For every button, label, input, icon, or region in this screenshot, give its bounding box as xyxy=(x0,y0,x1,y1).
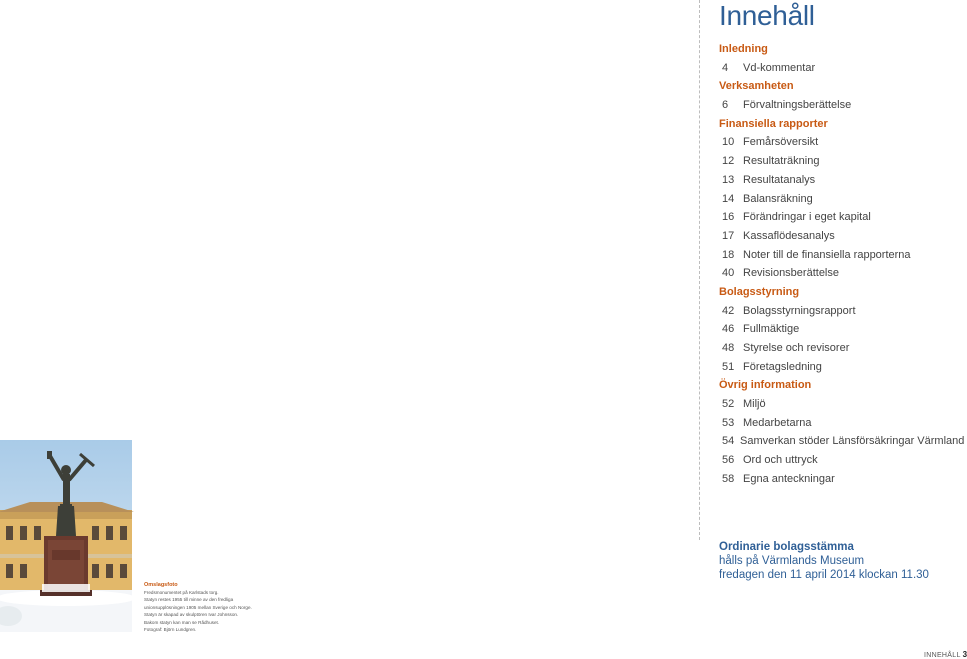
annual-meeting-venue: hålls på Värmlands Museum xyxy=(719,555,865,567)
toc-section-heading: Finansiella rapporter xyxy=(719,117,828,130)
toc-page-number: 51 xyxy=(722,360,735,373)
toc-entry-title: Miljö xyxy=(743,398,766,411)
toc-entry-title: Vd-kommentar xyxy=(743,61,816,74)
toc-entry-title: Resultaträkning xyxy=(743,155,820,168)
annual-meeting-notice xyxy=(719,540,959,582)
toc-page-number: 16 xyxy=(722,211,735,224)
toc-entry xyxy=(719,190,959,209)
toc-page-number: 14 xyxy=(722,192,735,205)
annual-meeting-heading: Ordinarie bolagsstämma xyxy=(719,541,854,553)
toc-entry xyxy=(719,339,959,358)
toc-entry-title: Företagsledning xyxy=(743,360,822,373)
toc-entry xyxy=(719,320,959,339)
toc-entry xyxy=(719,133,959,152)
toc-page-number: 13 xyxy=(722,173,735,186)
caption-line: Fotograf: Björn Lundgren. xyxy=(144,627,197,633)
caption-line: Statyn restes 1955 till minne av den fredliga xyxy=(144,597,234,603)
toc-entry xyxy=(719,152,959,171)
annual-meeting-date: fredagen den 11 april 2014 klockan 11.30 xyxy=(719,569,929,581)
toc-entry-title: Förändringar i eget kapital xyxy=(743,211,871,224)
toc-page-number: 4 xyxy=(722,61,729,74)
toc-entry xyxy=(719,171,959,190)
page-footer xyxy=(924,650,967,659)
toc-section-heading: Inledning xyxy=(719,43,768,55)
toc-page-number: 12 xyxy=(722,155,735,168)
toc-entry xyxy=(719,414,959,433)
toc-page-number: 46 xyxy=(722,323,735,336)
toc-page-number: 40 xyxy=(722,267,735,280)
toc-entry xyxy=(719,227,959,246)
toc-entry-title: Styrelse och revisorer xyxy=(743,342,850,354)
toc-entry xyxy=(719,470,959,489)
table-of-contents xyxy=(719,40,965,489)
toc-page-number: 42 xyxy=(722,304,735,317)
cover-photo xyxy=(0,440,132,632)
toc-section-heading: Övrig information xyxy=(719,379,812,392)
toc-entry-title: Förvaltningsberättelse xyxy=(743,99,852,112)
toc-entry-title: Ord och uttryck xyxy=(743,454,818,467)
toc-entry xyxy=(719,451,959,470)
toc-entry xyxy=(719,59,959,78)
toc-page-number: 54 xyxy=(722,435,735,448)
toc-entry-title: Noter till de finansiella rapporterna xyxy=(743,248,911,261)
toc-page-number: 48 xyxy=(722,342,735,354)
toc-page-number: 18 xyxy=(722,248,735,261)
toc-entry-title: Revisionsberättelse xyxy=(743,267,839,280)
toc-entry xyxy=(719,432,965,451)
toc-entry xyxy=(719,302,959,321)
column-divider xyxy=(699,0,700,540)
toc-entry-title: Balansräkning xyxy=(743,192,813,205)
toc-entry-title: Fullmäktige xyxy=(743,323,800,336)
page-number: 3 xyxy=(962,650,967,659)
toc-entry-title: Femårsöversikt xyxy=(743,136,819,149)
toc-entry-title: Samverkan stöder Länsförsäkringar Värmland xyxy=(740,435,965,448)
toc-entry xyxy=(719,208,959,227)
toc-entry xyxy=(719,264,959,283)
toc-page-number: 58 xyxy=(722,472,735,485)
toc-section-heading: Bolagsstyrning xyxy=(719,285,800,298)
toc-page-number: 6 xyxy=(722,99,729,112)
toc-entry-title: Medarbetarna xyxy=(743,416,812,429)
caption-line: Statyn är skapad av skulptören Ivar Johnsson. xyxy=(144,612,239,618)
page-title: Innehåll xyxy=(719,0,815,31)
toc-entry xyxy=(719,246,959,265)
photo-caption xyxy=(144,581,284,633)
toc-entry-title: Egna anteckningar xyxy=(743,472,835,485)
toc-entry xyxy=(719,96,959,115)
toc-entry-title: Kassaflödesanalys xyxy=(743,229,835,242)
toc-entry xyxy=(719,395,959,414)
toc-entry-title: Bolagsstyrningsrapport xyxy=(743,304,856,317)
caption-line: Bakom statyn kan man se Rådhuset. xyxy=(144,619,220,625)
toc-entry xyxy=(719,358,959,377)
toc-page-number: 10 xyxy=(722,136,735,149)
toc-entry-title: Resultatanalys xyxy=(743,173,816,186)
caption-line: unionsupplösningen 1905 mellan Sverige och Norge. xyxy=(144,604,252,610)
toc-page-number: 17 xyxy=(722,229,735,242)
footer-label: INNEHÅLL xyxy=(924,652,961,659)
toc-page-number: 52 xyxy=(722,398,735,411)
caption-line: Fredsmonumentet på Karlstads torg. xyxy=(144,590,219,595)
toc-page-number: 53 xyxy=(722,416,735,429)
toc-page-number: 56 xyxy=(722,454,735,467)
toc-section-heading: Verksamheten xyxy=(719,80,794,93)
caption-heading: Omslagsfoto xyxy=(144,582,178,588)
